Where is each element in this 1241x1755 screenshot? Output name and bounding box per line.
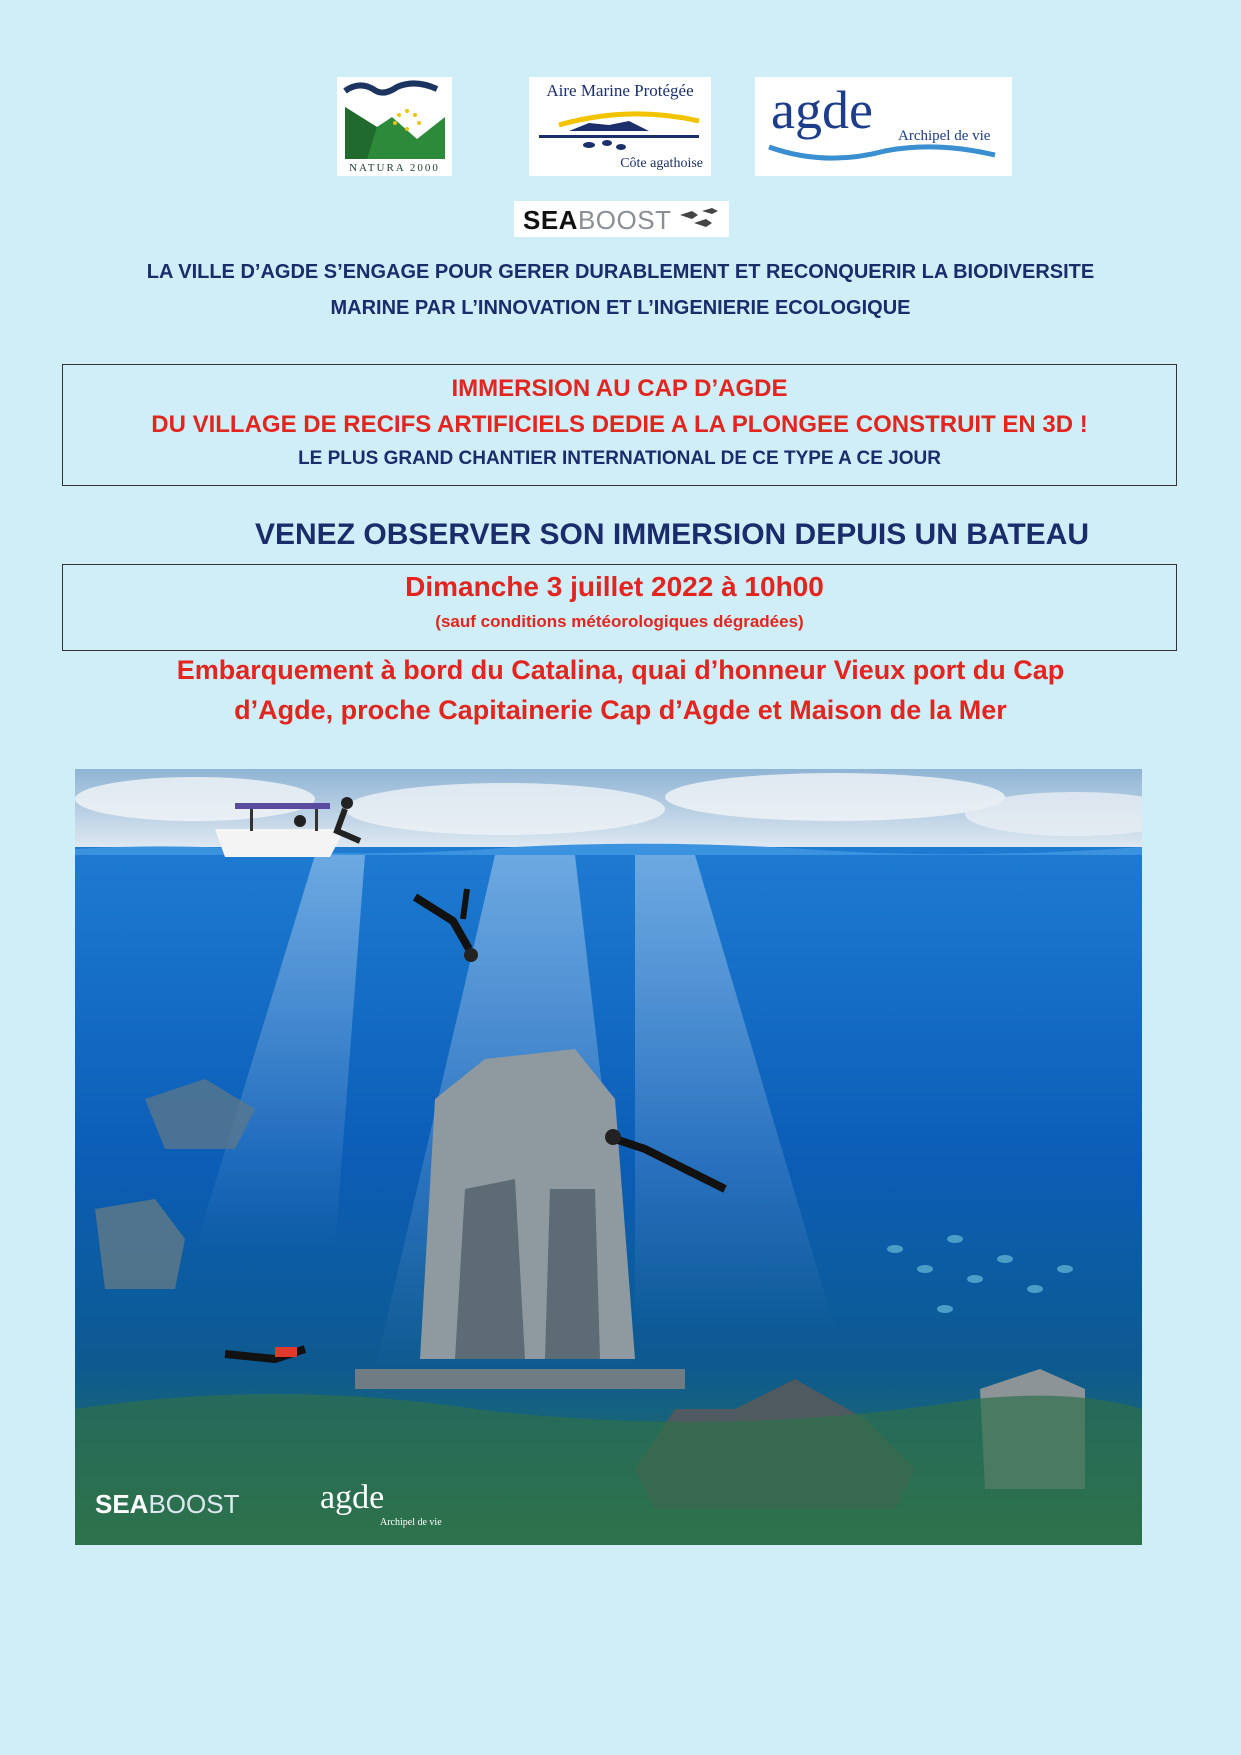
event-date: Dimanche 3 juillet 2022 à 10h00 — [405, 571, 824, 602]
invite-heading: VENEZ OBSERVER SON IMMERSION DEPUIS UN BATEAU — [255, 518, 1089, 551]
announcement-line-2: DU VILLAGE DE RECIFS ARTIFICIELS DEDIE A LA PLONGEE CONSTRUIT EN 3D ! — [151, 411, 1088, 438]
headline-line-2: MARINE PAR L’INNOVATION ET L’INGENIERIE ECOLOGIQUE — [330, 297, 911, 319]
wave-icon — [765, 137, 1005, 167]
event-box — [62, 564, 1177, 651]
reef-village-illustration — [75, 769, 1142, 1545]
headline-line-1: LA VILLE D’AGDE S’ENGAGE POUR GERER DURABLEMENT ET RECONQUERIR LA BIODIVERSITE — [146, 261, 1095, 283]
illustration-agde-subtitle: Archipel de vie — [380, 1517, 442, 1528]
announcement-line-3: LE PLUS GRAND CHANTIER INTERNATIONAL DE CE TYPE A CE JOUR — [298, 448, 941, 469]
agde-subtitle: Archipel de vie — [898, 128, 991, 144]
amp-subtitle: Côte agathoise — [620, 156, 703, 171]
agde-wordmark: agde — [771, 80, 873, 140]
seaboost-light: BOOST — [577, 205, 672, 235]
agde-logo — [755, 77, 1012, 176]
illustration-agde-logo: agde — [320, 1479, 385, 1516]
boarding-line-2: d’Agde, proche Capitainerie Cap d’Agde et Maison de la Mer — [234, 695, 1007, 725]
fish-school-icon — [678, 207, 722, 231]
natura-2000-logo — [337, 77, 452, 176]
amp-emblem-icon — [529, 103, 711, 153]
announcement-box — [62, 364, 1177, 486]
seaboost-bold: SEA — [523, 205, 578, 235]
illustration-seaboost-light: BOOST — [148, 1489, 240, 1519]
seaboost-wordmark — [523, 205, 671, 236]
amp-title: Aire Marine Protégée — [546, 81, 694, 100]
natura-label: NATURA 2000 — [349, 162, 440, 174]
seaboost-logo — [514, 201, 729, 237]
announcement-line-1: IMMERSION AU CAP D’AGDE — [451, 375, 788, 402]
boarding-line-1: Embarquement à bord du Catalina, quai d’honneur Vieux port du Cap — [176, 655, 1065, 685]
illustration-seaboost-bold: SEA — [95, 1489, 149, 1519]
aire-marine-protegee-logo — [529, 77, 711, 176]
illustration-seaboost-logo — [95, 1489, 239, 1520]
event-note: (sauf conditions météorologiques dégradées) — [435, 612, 804, 631]
underwater-scene-image — [75, 769, 1142, 1545]
